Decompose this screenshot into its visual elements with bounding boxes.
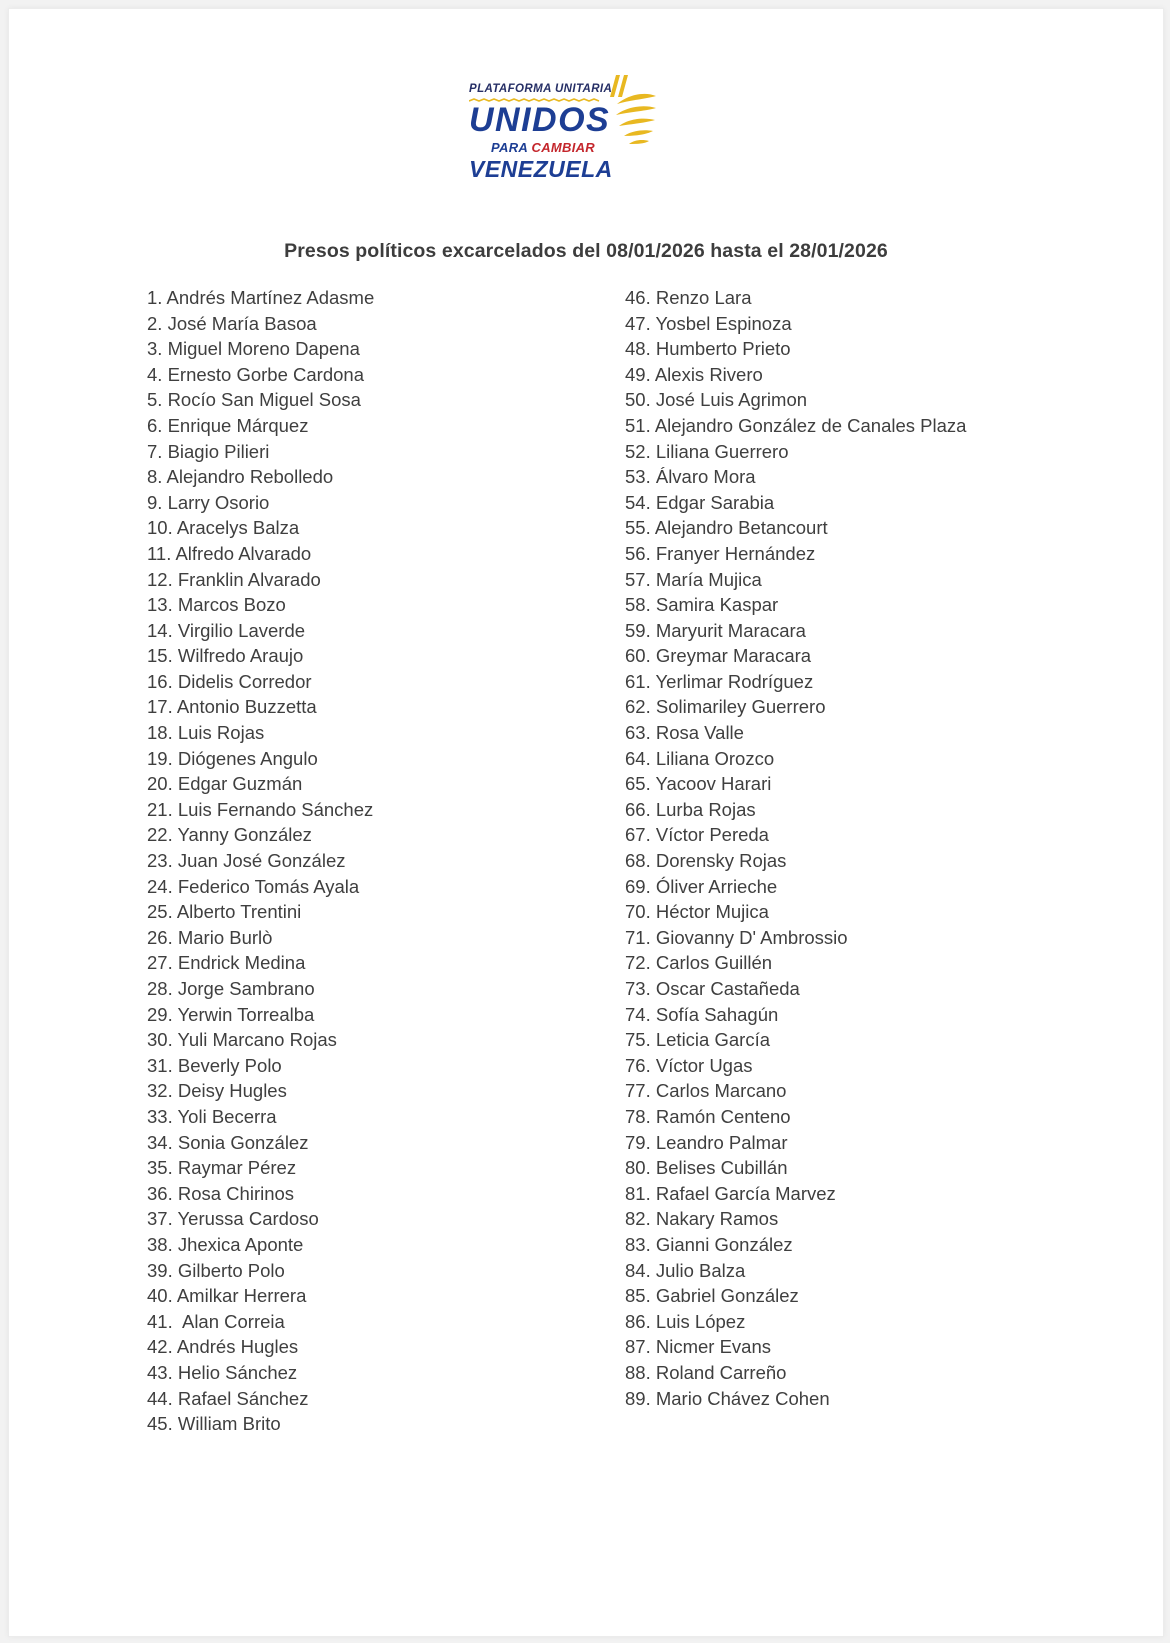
- logo-plataforma-unitaria-text: PLATAFORMA UNITARIA: [469, 83, 613, 95]
- list-item: 78. Ramón Centeno: [625, 1105, 791, 1127]
- list-item: 57. María Mujica: [625, 568, 762, 590]
- list-item: 36. Rosa Chirinos: [147, 1182, 295, 1204]
- list-item: 10. Aracelys Balza: [147, 517, 300, 539]
- list-item: 82. Nakary Ramos: [625, 1208, 779, 1230]
- list-item: 42. Andrés Hugles: [147, 1336, 299, 1358]
- list-item: 20. Edgar Guzmán: [147, 773, 303, 795]
- list-item: 59. Maryurit Maracara: [625, 619, 806, 641]
- list-item: 75. Leticia García: [625, 1029, 770, 1051]
- list-item: 73. Oscar Castañeda: [625, 978, 800, 1000]
- list-item: 86. Luis López: [625, 1310, 746, 1332]
- list-item: 80. Belises Cubillán: [625, 1157, 788, 1179]
- list-item: 26. Mario Burlò: [147, 926, 273, 948]
- list-item: 79. Leandro Palmar: [625, 1131, 788, 1153]
- list-item: 5. Rocío San Miguel Sosa: [147, 389, 361, 411]
- logo-unidos-text: UNIDOS: [469, 101, 611, 139]
- list-item: 39. Gilberto Polo: [147, 1259, 285, 1281]
- list-item: 37. Yerussa Cardoso: [147, 1208, 319, 1230]
- list-item: 72. Carlos Guillén: [625, 952, 773, 974]
- plataforma-unitaria-logo: [469, 79, 679, 182]
- list-item: 21. Luis Fernando Sánchez: [147, 798, 374, 820]
- list-item: 13. Marcos Bozo: [147, 594, 286, 616]
- logo-cambiar-text: CAMBIAR: [531, 139, 595, 155]
- list-item: 85. Gabriel González: [625, 1285, 799, 1307]
- list-item: 1. Andrés Martínez Adasme: [147, 286, 375, 308]
- hand-icon: [615, 91, 657, 149]
- list-item: 45. William Brito: [147, 1413, 281, 1435]
- list-item: 48. Humberto Prieto: [625, 338, 791, 360]
- list-item: 66. Lurba Rojas: [625, 798, 756, 820]
- list-item: 60. Greymar Maracara: [625, 645, 812, 667]
- list-item: 27. Endrick Medina: [147, 952, 306, 974]
- list-item: 23. Juan José González: [147, 850, 346, 872]
- list-item: 55. Alejandro Betancourt: [625, 517, 828, 539]
- logo-para-cambiar-text: [491, 140, 595, 155]
- list-item: 84. Julio Balza: [625, 1259, 746, 1281]
- list-item: 83. Gianni González: [625, 1233, 793, 1255]
- list-item: 22. Yanny González: [147, 824, 312, 846]
- list-item: 14. Virgilio Laverde: [147, 619, 306, 641]
- list-item: 25. Alberto Trentini: [147, 901, 302, 923]
- list-item: 44. Rafael Sánchez: [147, 1387, 309, 1409]
- list-item: 41. Alan Correia: [147, 1310, 285, 1332]
- logo-para-text: PARA: [491, 139, 528, 155]
- list-item: 33. Yoli Becerra: [147, 1105, 277, 1127]
- list-item: 34. Sonia González: [147, 1131, 309, 1153]
- list-item: 87. Nicmer Evans: [625, 1336, 771, 1358]
- list-item: 8. Alejandro Rebolledo: [147, 466, 334, 488]
- list-item: 4. Ernesto Gorbe Cardona: [147, 363, 364, 385]
- list-item: 71. Giovanny D' Ambrossio: [625, 926, 848, 948]
- list-item: 11. Alfredo Alvarado: [147, 542, 312, 564]
- list-item: 81. Rafael García Marvez: [625, 1182, 836, 1204]
- list-item: 24. Federico Tomás Ayala: [147, 875, 360, 897]
- list-item: 50. José Luis Agrimon: [625, 389, 808, 411]
- list-item: 12. Franklin Alvarado: [147, 568, 321, 590]
- list-item: 18. Luis Rojas: [147, 722, 265, 744]
- list-item: 89. Mario Chávez Cohen: [625, 1387, 830, 1409]
- list-item: 70. Héctor Mujica: [625, 901, 769, 923]
- list-item: 63. Rosa Valle: [625, 722, 744, 744]
- list-item: 54. Edgar Sarabia: [625, 491, 775, 513]
- list-item: 53. Álvaro Mora: [625, 466, 756, 488]
- list-item: 19. Diógenes Angulo: [147, 747, 318, 769]
- page-title: Presos políticos excarcelados del 08/01/2026 hasta el 28/01/2026: [284, 239, 888, 262]
- list-item: 69. Óliver Arrieche: [625, 875, 778, 897]
- list-item: 88. Roland Carreño: [625, 1361, 787, 1383]
- list-item: 40. Amilkar Herrera: [147, 1285, 307, 1307]
- list-item: 15. Wilfredo Araujo: [147, 645, 304, 667]
- list-item: 49. Alexis Rivero: [625, 363, 763, 385]
- logo-venezuela-text: VENEZUELA: [469, 155, 613, 182]
- list-item: 61. Yerlimar Rodríguez: [625, 670, 814, 692]
- list-item: 56. Franyer Hernández: [625, 542, 816, 564]
- list-item: 65. Yacoov Harari: [625, 773, 772, 795]
- list-item: 29. Yerwin Torrealba: [147, 1003, 315, 1025]
- list-item: 52. Liliana Guerrero: [625, 440, 789, 462]
- list-item: 28. Jorge Sambrano: [147, 978, 315, 1000]
- list-item: 76. Víctor Ugas: [625, 1054, 753, 1076]
- list-item: 38. Jhexica Aponte: [147, 1233, 304, 1255]
- list-item: 2. José María Basoa: [147, 312, 317, 334]
- list-column-left: [147, 285, 585, 1437]
- list-item: 67. Víctor Pereda: [625, 824, 769, 846]
- list-item: 62. Solimariley Guerrero: [625, 696, 826, 718]
- document-page: [8, 8, 1164, 1637]
- list-item: 51. Alejandro González de Canales Plaza: [625, 414, 967, 436]
- list-item: 32. Deisy Hugles: [147, 1080, 287, 1102]
- list-item: 16. Didelis Corredor: [147, 670, 312, 692]
- list-item: 46. Renzo Lara: [625, 286, 752, 308]
- list-item: 9. Larry Osorio: [147, 491, 270, 513]
- list-item: 3. Miguel Moreno Dapena: [147, 338, 360, 360]
- list-item: 58. Samira Kaspar: [625, 594, 779, 616]
- list-item: 35. Raymar Pérez: [147, 1157, 297, 1179]
- list-item: 77. Carlos Marcano: [625, 1080, 787, 1102]
- list-column-right: [625, 285, 990, 1437]
- list-item: 43. Helio Sánchez: [147, 1361, 298, 1383]
- list-item: 74. Sofía Sahagún: [625, 1003, 779, 1025]
- list-item: 68. Dorensky Rojas: [625, 850, 787, 872]
- list-item: 30. Yuli Marcano Rojas: [147, 1029, 337, 1051]
- list-item: 17. Antonio Buzzetta: [147, 696, 317, 718]
- list-item: 6. Enrique Márquez: [147, 414, 309, 436]
- list-item: 31. Beverly Polo: [147, 1054, 282, 1076]
- list-item: 47. Yosbel Espinoza: [625, 312, 792, 334]
- list-item: 7. Biagio Pilieri: [147, 440, 270, 462]
- list-item: 64. Liliana Orozco: [625, 747, 775, 769]
- two-column-list: [147, 285, 1163, 1437]
